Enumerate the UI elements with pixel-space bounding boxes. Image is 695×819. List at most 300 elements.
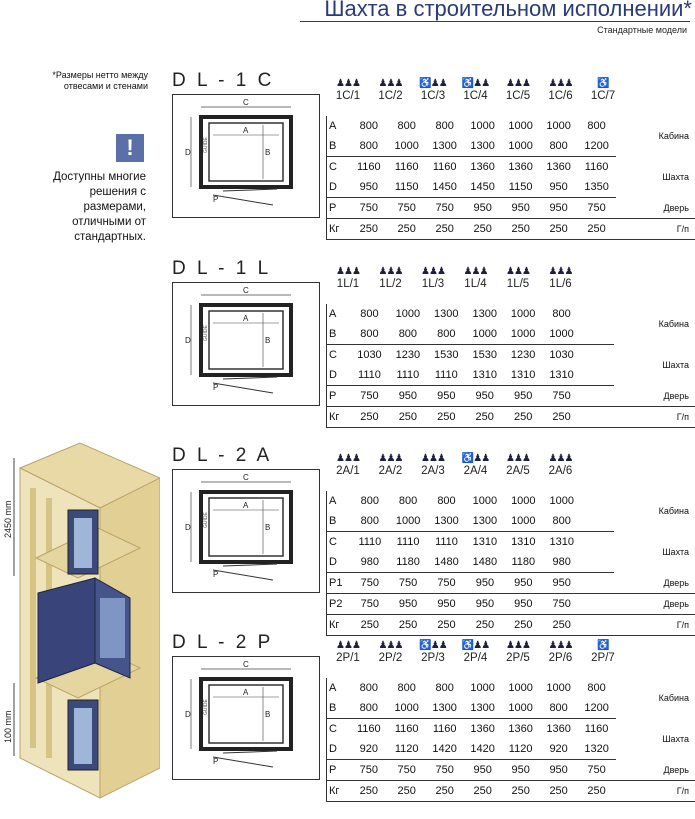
dim-100-label: 100 mm [3, 710, 13, 743]
spec-value: 1160 [584, 161, 609, 173]
spec-value: 750 [426, 198, 464, 219]
spec-value: 1180 [389, 552, 427, 573]
row-label: P [327, 386, 351, 407]
dim-2450-label: 2450 mm [3, 500, 13, 538]
row-label: P [327, 198, 350, 219]
spec-value: 1360 [546, 161, 571, 173]
spec-value: 250 [350, 219, 388, 240]
spec-value: 1000 [388, 698, 426, 719]
model-column-header [328, 78, 368, 102]
spec-row [327, 116, 695, 136]
spec-value: 1160 [394, 723, 419, 735]
spec-value: 1300 [464, 698, 502, 719]
model-column-header [371, 640, 411, 664]
passenger-icon: ♟♟♟ [421, 453, 445, 464]
passenger-icon: ♟♟♟ [548, 453, 573, 464]
spec-value: 1110 [427, 365, 465, 386]
model-column-header [328, 453, 368, 477]
spec-value: 750 [350, 760, 388, 781]
spec-row [327, 532, 695, 553]
spec-value: 1160 [356, 161, 381, 173]
spec-value: 800 [350, 324, 388, 345]
shaft-diagram [172, 282, 320, 406]
spec-value: 1000 [549, 495, 574, 507]
spec-value: 1420 [426, 739, 464, 760]
spec-value: 1000 [472, 495, 498, 507]
diagram-label-b: B [265, 336, 271, 345]
spec-value: 1300 [426, 698, 464, 719]
spec-value: 1360 [470, 161, 495, 173]
guide-label: GUIDE [203, 137, 209, 153]
model-code: 1L/5 [506, 278, 530, 290]
spec-value: 1000 [508, 120, 533, 132]
spec-row [327, 304, 695, 324]
spec-value: 920 [540, 739, 578, 760]
shaft-diagram [172, 469, 320, 593]
passenger-icon: ♟♟♟ [336, 266, 360, 277]
model-name: D L - 1 C [172, 70, 275, 91]
spec-value: 750 [388, 198, 426, 219]
row-label: C [327, 157, 350, 178]
model-code: 2P/7 [591, 652, 615, 664]
spec-value: 950 [464, 198, 502, 219]
passenger-icon: ♟♟♟ [336, 78, 360, 89]
category-label: Дверь [616, 760, 695, 781]
row-label: A [327, 116, 350, 136]
spec-value: 1000 [389, 511, 427, 532]
passenger-icon: ♟♟♟ [378, 78, 403, 89]
spec-value: 1000 [508, 682, 533, 694]
spec-value: 250 [350, 407, 388, 428]
model-column-header [456, 453, 496, 477]
spec-value: 1160 [356, 723, 381, 735]
spec-value: 950 [466, 594, 504, 615]
spec-value: 1000 [466, 324, 504, 345]
diagram-label-p: P [213, 383, 219, 392]
row-label: C [327, 345, 351, 366]
spec-value: 750 [542, 386, 580, 407]
spec-value: 250 [388, 219, 426, 240]
spec-value: 250 [578, 781, 616, 802]
spec-value [581, 594, 614, 615]
spec-value: 1310 [511, 536, 536, 548]
category-label: Кабина [658, 693, 689, 704]
spec-value: 1000 [388, 136, 426, 157]
passenger-icon: ♟♟♟ [506, 640, 530, 651]
row-label: Кг [327, 615, 351, 636]
spec-value: 800 [543, 511, 581, 532]
guide-label: GUIDE [203, 512, 209, 528]
spec-value: 1000 [470, 682, 495, 694]
spec-value: 800 [437, 495, 456, 507]
spec-value: 1160 [432, 723, 457, 735]
diagram-label-b: B [265, 523, 271, 532]
category-label: Г/п [616, 781, 695, 802]
model-block [0, 632, 695, 812]
spec-table [326, 304, 695, 428]
model-column-header [498, 78, 538, 102]
spec-row [327, 594, 695, 615]
spec-value: 1530 [434, 349, 459, 361]
row-label: B [327, 136, 350, 157]
spec-value: 1300 [434, 308, 459, 320]
diagram-label-d: D [185, 148, 191, 157]
spec-value: 1000 [542, 324, 580, 345]
spec-value: 750 [578, 760, 616, 781]
spec-value: 1120 [502, 739, 540, 760]
spec-value: 1300 [426, 136, 464, 157]
spec-value [581, 552, 614, 573]
spec-value: 750 [389, 573, 427, 594]
spec-value: 1200 [578, 136, 616, 157]
spec-row [327, 573, 695, 594]
model-column-header [413, 640, 453, 664]
spec-value: 750 [426, 760, 464, 781]
model-block [0, 70, 695, 250]
spec-value: 1310 [504, 365, 542, 386]
model-code: 1C/7 [590, 90, 616, 102]
spec-value: 1360 [546, 723, 571, 735]
spec-value: 250 [389, 615, 427, 636]
spec-value: 950 [389, 386, 427, 407]
diagram-label-a: A [243, 126, 249, 135]
passenger-icon: ♟♟♟ [548, 78, 573, 89]
spec-value: 800 [587, 682, 606, 694]
spec-row [327, 219, 695, 240]
model-code: 1L/4 [464, 278, 487, 290]
model-code: 1C/2 [378, 90, 403, 102]
model-code: 1C/1 [335, 90, 361, 102]
spec-value: 950 [466, 573, 504, 594]
row-label: P1 [327, 573, 351, 594]
spec-value: 1300 [464, 136, 502, 157]
passenger-icon: ♟♟♟ [378, 640, 403, 651]
model-column-header [413, 78, 453, 102]
spec-value [581, 491, 614, 511]
spec-value: 1480 [466, 552, 504, 573]
spec-value: 1200 [578, 698, 616, 719]
model-name: D L - 2 A [172, 445, 273, 466]
passenger-icon: ♟♟♟ [506, 78, 530, 89]
spec-value: 1000 [510, 308, 536, 320]
model-column-header [583, 78, 623, 102]
row-label: B [327, 324, 351, 345]
spec-value: 1110 [396, 536, 420, 548]
spec-value: 1320 [578, 739, 616, 760]
spec-table [326, 116, 695, 240]
spec-value: 1000 [546, 682, 571, 694]
spec-value: 250 [350, 781, 388, 802]
model-column-header [371, 78, 411, 102]
model-column-header [541, 78, 581, 102]
diagram-label-p: P [213, 195, 219, 204]
spec-value: 1530 [472, 349, 497, 361]
passenger-icon: ♿♟♟ [419, 640, 447, 651]
model-code: 2A/2 [378, 465, 403, 477]
category-label: Кабина [658, 131, 689, 142]
model-column-header [541, 640, 581, 664]
spec-value: 800 [435, 682, 454, 694]
row-label: B [327, 698, 350, 719]
spec-value: 250 [540, 781, 578, 802]
spec-value: 800 [389, 324, 427, 345]
category-label: Шахта [662, 734, 689, 744]
spec-value: 800 [540, 698, 578, 719]
category-label: Дверь [614, 573, 695, 594]
spec-value: 250 [388, 781, 426, 802]
passenger-icon: ♟♟♟ [336, 640, 360, 651]
spec-value: 1360 [508, 161, 533, 173]
spec-value: 950 [540, 177, 578, 198]
passenger-icon: ♟♟♟ [336, 453, 360, 464]
spec-value: 250 [466, 407, 504, 428]
diagram-label-p: P [213, 570, 219, 579]
spec-value: 750 [543, 594, 581, 615]
diagram-label-d: D [185, 336, 191, 345]
spec-value: 1180 [504, 552, 542, 573]
category-label: Шахта [662, 172, 689, 182]
passenger-icon: ♟♟♟ [548, 640, 573, 651]
category-label: Дверь [614, 594, 695, 615]
row-label: A [327, 678, 350, 698]
diagram-label-a: A [243, 314, 249, 323]
spec-value: 800 [397, 120, 416, 132]
spec-value: 950 [540, 760, 578, 781]
spec-value: 950 [427, 386, 465, 407]
row-label: D [327, 552, 351, 573]
model-code: 2A/5 [506, 465, 530, 477]
spec-value: 750 [351, 573, 389, 594]
spec-value: 250 [542, 407, 580, 428]
spec-value: 250 [464, 219, 502, 240]
model-column-header [413, 266, 453, 290]
diagram-label-p: P [213, 757, 219, 766]
row-label: P [327, 760, 350, 781]
spec-value: 750 [350, 386, 388, 407]
spec-value: 950 [466, 386, 504, 407]
diagram-label-a: A [243, 688, 249, 697]
spec-value: 1360 [508, 723, 533, 735]
spec-value: 800 [398, 495, 418, 507]
spec-value: 800 [360, 495, 380, 507]
model-column-header [456, 78, 496, 102]
shaft-diagram [172, 656, 320, 780]
spec-value: 980 [351, 552, 389, 573]
spec-row [327, 781, 695, 802]
spec-value: 250 [504, 407, 542, 428]
spec-value: 1450 [426, 177, 464, 198]
spec-value: 1120 [388, 739, 426, 760]
category-label: Шахта [662, 360, 689, 370]
spec-value: 250 [543, 615, 581, 636]
spec-value: 800 [540, 136, 578, 157]
spec-value: 1310 [472, 536, 498, 548]
spec-value: 1000 [504, 511, 542, 532]
spec-row [327, 760, 695, 781]
spec-value: 250 [502, 781, 540, 802]
spec-table [326, 491, 695, 636]
guide-label: GUIDE [203, 699, 209, 715]
spec-value [581, 324, 614, 345]
spec-value: 1000 [511, 495, 536, 507]
spec-value: 950 [504, 573, 542, 594]
spec-value: 1000 [502, 698, 540, 719]
spec-row [327, 386, 695, 407]
category-label: Г/п [614, 615, 695, 636]
spec-value: 950 [543, 573, 581, 594]
page-title: Шахта в строительном исполнении* [324, 0, 692, 21]
spec-value: 1110 [350, 365, 388, 386]
spec-value: 950 [464, 760, 502, 781]
passenger-icon: ♿♟♟ [461, 453, 490, 464]
model-block [0, 445, 695, 631]
model-code: 1C/5 [505, 90, 531, 102]
spec-value: 1350 [578, 177, 616, 198]
spec-value: 1000 [546, 120, 571, 132]
model-column-header [371, 453, 411, 477]
passenger-icon: ♟♟♟ [378, 453, 403, 464]
category-label: Г/п [616, 219, 695, 240]
spec-value: 1300 [472, 308, 497, 320]
model-code: 2A/6 [548, 465, 573, 477]
spec-value: 800 [397, 682, 416, 694]
passenger-icon: ♿ [597, 78, 609, 89]
spec-value: 1360 [470, 723, 495, 735]
spec-value: 1420 [464, 739, 502, 760]
spec-value [581, 345, 614, 366]
spec-value: 1110 [435, 536, 458, 548]
spec-value [581, 386, 614, 407]
passenger-icon: ♟♟♟ [378, 266, 403, 277]
spec-value: 1480 [427, 552, 465, 573]
spec-value [581, 573, 614, 594]
spec-value: 950 [540, 198, 578, 219]
spec-value: 1160 [394, 161, 419, 173]
model-column-header [456, 266, 496, 290]
model-code: 1L/1 [336, 278, 360, 290]
spec-value: 250 [426, 781, 464, 802]
spec-value: 800 [427, 324, 465, 345]
model-code: 2P/5 [506, 652, 530, 664]
diagram-label-b: B [265, 710, 271, 719]
spec-value: 800 [552, 308, 571, 320]
spec-value: 800 [350, 698, 388, 719]
spec-value: 1310 [542, 365, 580, 386]
row-label: D [327, 177, 350, 198]
model-code: 1L/3 [421, 278, 445, 290]
spec-value: 1310 [466, 365, 504, 386]
spec-value: 1030 [357, 349, 382, 361]
model-code: 2A/4 [463, 465, 488, 477]
model-code: 2P/3 [421, 652, 445, 664]
passenger-icon: ♟♟♟ [506, 266, 530, 277]
exclamation-icon: ! [116, 134, 144, 162]
category-label: Г/п [614, 407, 695, 428]
spec-value: 1160 [432, 161, 457, 173]
spec-value: 1110 [358, 536, 382, 548]
spec-value: 250 [427, 407, 465, 428]
model-column-header [328, 640, 368, 664]
spec-value: 980 [543, 552, 581, 573]
model-code: 2A/1 [336, 465, 360, 477]
spec-value: 1000 [395, 308, 421, 320]
dimension-note: *Размеры нетто между отвесами и стенами [52, 70, 148, 91]
spec-value: 950 [504, 594, 542, 615]
model-name: D L - 1 L [172, 258, 272, 279]
model-column-header [498, 453, 538, 477]
row-label: P2 [327, 594, 351, 615]
passenger-icon: ♟♟♟ [506, 453, 530, 464]
category-label: Дверь [614, 386, 695, 407]
spec-value: 250 [502, 219, 540, 240]
spec-value: 750 [427, 573, 465, 594]
model-code: 2P/2 [378, 652, 403, 664]
model-column-header [328, 266, 368, 290]
shaft-diagram [172, 94, 320, 218]
row-label: C [327, 719, 350, 740]
spec-value: 1030 [549, 349, 574, 361]
spec-value: 1450 [464, 177, 502, 198]
diagram-label-d: D [185, 523, 191, 532]
diagram-label-c: C [243, 98, 249, 107]
category-label: Дверь [616, 198, 695, 219]
model-column-header [541, 266, 581, 290]
spec-value: 250 [389, 407, 427, 428]
spec-value: 950 [389, 594, 427, 615]
spec-value: 750 [388, 760, 426, 781]
passenger-icon: ♿♟♟ [419, 78, 447, 89]
spec-value: 250 [427, 615, 465, 636]
spec-row [327, 678, 695, 698]
diagram-label-c: C [243, 286, 249, 295]
row-label: D [327, 739, 350, 760]
model-column-header [413, 453, 453, 477]
spec-value: 1000 [502, 136, 540, 157]
spec-value: 950 [502, 760, 540, 781]
spec-value: 800 [351, 511, 389, 532]
spec-value [581, 511, 614, 532]
spec-value: 1230 [395, 349, 421, 361]
category-label: Кабина [658, 506, 689, 517]
diagram-label-c: C [243, 473, 249, 482]
category-label: Шахта [662, 547, 689, 557]
spec-value: 250 [578, 219, 616, 240]
spec-value: 1150 [388, 177, 426, 198]
model-code: 2A/3 [421, 465, 445, 477]
spec-value: 1110 [389, 365, 427, 386]
diagram-label-a: A [243, 501, 249, 510]
spec-value: 250 [464, 781, 502, 802]
spec-value: 250 [466, 615, 504, 636]
spec-value [581, 365, 614, 386]
spec-value: 800 [350, 136, 388, 157]
model-column-header [541, 453, 581, 477]
spec-value: 920 [350, 739, 388, 760]
category-label: Кабина [658, 319, 689, 330]
spec-value: 750 [578, 198, 616, 219]
spec-value: 250 [351, 615, 389, 636]
spec-value: 800 [359, 120, 378, 132]
spec-value: 1000 [470, 120, 495, 132]
row-label: D [327, 365, 351, 386]
row-label: A [327, 491, 351, 511]
spec-value: 250 [540, 219, 578, 240]
spec-value: 800 [360, 308, 379, 320]
spec-row [327, 719, 695, 740]
spec-value: 750 [350, 198, 388, 219]
passenger-icon: ♟♟♟ [421, 266, 445, 277]
spec-value: 1000 [504, 324, 542, 345]
